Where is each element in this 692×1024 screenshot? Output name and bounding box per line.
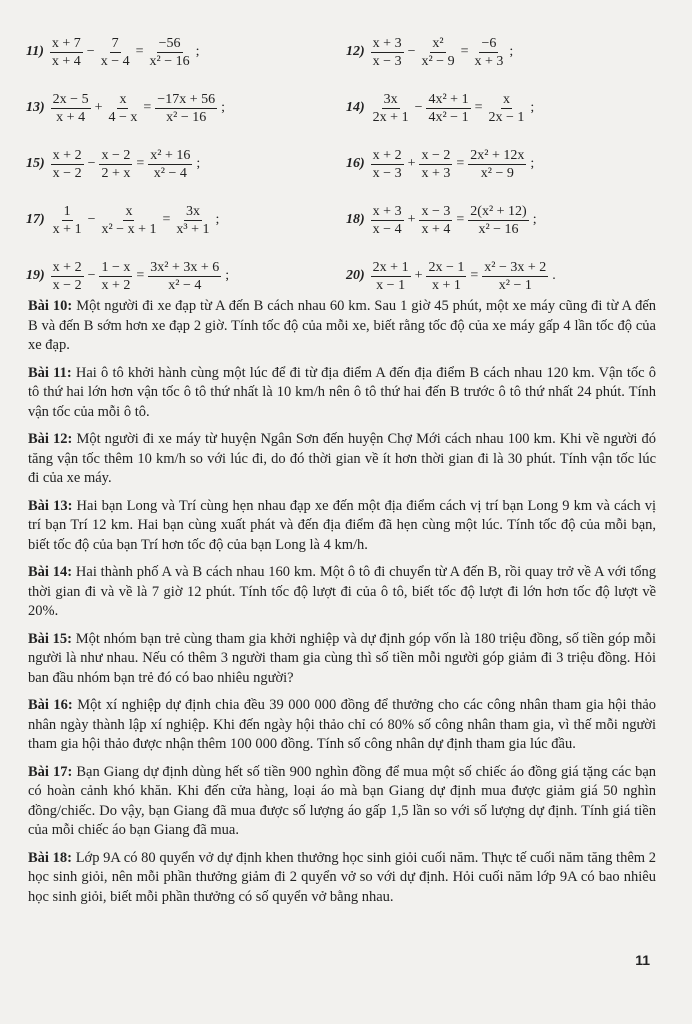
equation-terminator: . [552,268,556,283]
operator: = [143,100,152,115]
operator: − [87,156,96,171]
denominator: x − 4 [372,221,402,237]
equation-row [26,80,656,136]
numerator: −17x + 56 [157,91,216,107]
fraction [468,203,528,238]
equation-label: 11) [26,44,44,59]
equation-label: 15) [26,156,45,171]
equation [346,259,656,294]
denominator: x² − x + 1 [101,221,157,237]
equation [26,35,346,70]
equation-row [26,24,656,80]
operator: + [407,212,416,227]
denominator: x − 2 [52,165,82,181]
numerator: x [502,91,510,107]
fraction [371,35,404,70]
problem-17 [28,763,656,841]
denominator: x + 1 [52,221,82,237]
denominator: 2x + 1 [372,109,409,125]
denominator: 2 + x [101,165,131,181]
problem-label: Bài 16: [28,697,73,713]
problem-text: Một nhóm bạn trẻ cùng tham gia khởi nghiệp và dự định góp vốn là 180 triệu đồng, số tiền góp mỗi người là như nhau. Nếu có thêm 3 người tham gia cùng thì số tiền mỗi người góp giảm đi 3 triệu đồng. Hỏi ban đầu nhóm bạn trẻ đó có bao nhiêu người? [28,630,657,686]
fraction [99,259,132,294]
fraction [419,35,456,70]
denominator: 4x² − 1 [428,109,469,125]
operator: = [474,100,483,115]
numerator: 2x − 5 [52,91,89,107]
fraction [371,91,411,126]
equation-terminator: ; [530,156,535,171]
problem-14 [28,563,656,622]
fraction [371,203,404,238]
fraction [419,147,452,182]
denominator: x − 3 [372,53,402,69]
equation [346,35,656,70]
fraction [51,91,91,126]
denominator: x² − 16 [166,109,207,125]
equation-terminator: ; [532,212,537,227]
problem-13 [28,497,656,556]
numerator: 3x [185,203,200,219]
equation-label: 13) [26,100,45,115]
fraction [468,147,526,182]
numerator: x [119,91,127,107]
denominator: x² − 4 [153,165,187,181]
problem-10 [28,297,656,356]
denominator: x − 2 [52,277,82,293]
equation-row [26,248,656,304]
problem-16 [28,696,656,755]
fraction [51,203,84,238]
denominator: x² − 9 [480,165,514,181]
operator: = [456,212,465,227]
numerator: x [125,203,133,219]
numerator: 1 [63,203,71,219]
denominator: x + 4 [51,53,81,69]
operator: − [414,100,423,115]
equation-list [26,24,656,304]
problem-text: Một người đi xe máy từ huyện Ngân Sơn đến huyện Chợ Mới cách nhau 100 km. Khi về người đó tăng vận tốc thêm 10 km/h so với lúc đi, do đó thời gian về ít hơn thời gian đi là 30 phút. Tính vận tốc lúc đi của xe máy. [28,431,656,486]
fraction [482,259,548,294]
numerator: x + 7 [51,35,81,51]
equation-label: 17) [26,212,45,227]
equation-terminator: ; [221,100,225,115]
numerator: x² + 16 [150,147,191,163]
equation-label: 19) [26,268,45,283]
problem-text: Lớp 9A có 80 quyển vở dự định khen thưởng học sinh giỏi cuối năm. Thực tế cuối năm tăng thêm 2 học sinh giỏi, nên mỗi phần thưởng giảm đi 2 quyển vở so với dự định. Hỏi cuối năm lớp 9A có bao nhiêu học sinh giỏi, biết mỗi phần thưởng có số quyển vở bằng nhau. [28,849,656,905]
numerator: 1 − x [101,259,131,275]
equation-label: 14) [346,100,365,115]
fraction [99,147,132,182]
operator: = [135,44,144,59]
fraction [99,35,132,70]
numerator: x − 2 [421,147,451,163]
problem-text: Hai bạn Long và Trí cùng hẹn nhau đạp xe đến một địa điểm cách vị trí bạn Long 9 km và cách vị trí bạn Trí 12 km. Hai bạn cùng xuất phát và đến địa điểm đã hẹn cùng một lúc. Tính tốc độ của mỗi bạn, biết tốc độ của bạn Trí hơn tốc độ của bạn Long là 4 km/h. [28,497,657,553]
numerator: 3x² + 3x + 6 [150,259,220,275]
operator: + [414,268,423,283]
problem-text: Hai thành phố A và B cách nhau 160 km. Một ô tô đi chuyển từ A đến B, rồi quay trở về A với tổng thời gian đi và về là 7 giờ 12 phút. Tính tốc độ lượt đi của ô tô, biết tốc độ lượt đi lớn hơn tốc độ lượt về 20%. [28,564,657,619]
fraction [426,259,466,294]
denominator: x³ + 1 [176,221,210,237]
numerator: x + 2 [52,259,82,275]
problem-11 [28,364,656,423]
numerator: 2(x² + 12) [470,203,527,219]
problem-label: Bài 18: [28,849,72,866]
problem-text: Một xí nghiệp dự định chia đều 39 000 000 đồng để thưởng cho các công nhân tham gia hội thảo nhân ngày thành lập xí nghiệp. Khi đến ngày hội thảo chỉ có 80% số công nhân tham gia, vì thế mỗi người tham gia hội thảo được nhận thêm 100 000 đồng. Tính số công nhân dự định tham gia lúc đầu. [28,697,657,752]
equation [26,147,346,182]
denominator: x² − 16 [478,221,519,237]
fraction [106,91,139,126]
equation [26,259,346,294]
fraction [371,259,411,294]
fraction [99,203,158,238]
equation-label: 16) [346,156,365,171]
denominator: x + 1 [431,277,461,293]
denominator: x + 3 [474,53,504,69]
numerator: 4x² + 1 [428,91,469,107]
numerator: x − 3 [421,203,451,219]
fraction [51,259,84,294]
fraction [371,147,404,182]
numerator: −6 [481,35,497,51]
problem-text: Một người đi xe đạp từ A đến B cách nhau 60 km. Sau 1 giờ 45 phút, một xe máy cũng đi từ A đến B và đến B sớm hơn xe đạp 2 giờ. Tính tốc độ của mỗi xe, biết rằng tốc độ của xe máy gấp 4 lần tốc độ của xe đạp. [28,298,657,353]
equation [26,203,346,238]
equation-terminator: ; [196,156,201,171]
equation-label: 18) [346,212,365,227]
equation-row [26,136,656,192]
denominator: x² − 16 [149,53,190,69]
operator: − [87,268,96,283]
numerator: 3x [383,91,398,107]
numerator: x − 2 [101,147,131,163]
equation-terminator: ; [530,100,535,115]
problem-label: Bài 10: [28,298,73,314]
equation [346,203,656,238]
fraction [155,91,217,126]
fraction [148,259,221,294]
equation-terminator: ; [195,44,200,59]
operator: = [470,268,479,283]
problem-text: Hai ô tô khởi hành cùng một lúc để đi từ địa điểm A đến địa điểm B cách nhau 120 km. Vận tốc ô tô thứ hai lớn hơn vận tốc ô tô thứ nhất là 10 km/h nên ô tô thứ hai đến B trước ô tô thứ nhất 24 phút. Tính vận tốc của mỗi ô tô. [28,364,657,420]
operator: − [86,44,95,59]
equation [346,91,656,126]
denominator: x² − 1 [498,277,532,293]
fraction [426,91,470,126]
denominator: x + 2 [101,277,131,293]
denominator: 4 − x [108,109,138,125]
problem-label: Bài 11: [28,364,72,381]
equation [26,91,346,126]
fraction [50,35,83,70]
operator: + [407,156,416,171]
fraction [486,91,526,126]
fraction [148,147,192,182]
operator: + [94,100,103,115]
problem-15 [28,630,656,689]
denominator: x + 4 [421,221,451,237]
numerator: 2x + 1 [372,259,409,275]
equation-row [26,192,656,248]
page-number: 11 [635,952,650,968]
denominator: x² − 4 [168,277,202,293]
denominator: x − 1 [376,277,406,293]
problem-list [28,297,656,915]
equation-terminator: ; [215,212,220,227]
operator: − [87,212,96,227]
denominator: 2x − 1 [488,109,525,125]
operator: = [136,156,145,171]
numerator: 2x² + 12x [470,147,525,163]
problem-label: Bài 13: [28,497,73,514]
operator: = [456,156,465,171]
fraction [472,35,505,70]
problem-18 [28,849,656,908]
equation-label: 20) [346,268,365,283]
denominator: x² − 9 [421,53,455,69]
equation-terminator: ; [509,44,514,59]
denominator: x − 3 [372,165,402,181]
problem-text: Bạn Giang dự định dùng hết số tiền 900 nghìn đồng để mua một số chiếc áo đồng giá tặng các bạn có hoàn cảnh khó khăn. Khi đến cửa hàng, loại áo mà bạn Giang dự định mua được giảm giá 50 nghìn đồng/chiếc. Do vậy, bạn Giang đã mua được số lượng áo gấp 1,5 lần so với số lượng dự định. Tính giá tiền của mỗi chiếc áo bạn Giang đã mua. [28,763,657,838]
problem-label: Bài 15: [28,630,72,647]
denominator: x + 3 [421,165,451,181]
operator: = [136,268,145,283]
numerator: 2x − 1 [428,259,465,275]
numerator: x² [432,35,444,51]
fraction [174,203,211,238]
operator: = [162,212,171,227]
operator: = [460,44,469,59]
numerator: −56 [158,35,181,51]
numerator: x + 2 [372,147,402,163]
problem-label: Bài 14: [28,564,73,580]
numerator: x + 2 [52,147,82,163]
numerator: 7 [111,35,119,51]
problem-label: Bài 12: [28,431,73,447]
denominator: x − 4 [100,53,130,69]
operator: − [407,44,416,59]
fraction [148,35,192,70]
numerator: x + 3 [372,35,402,51]
fraction [51,147,84,182]
numerator: x² − 3x + 2 [484,259,547,275]
equation-label: 12) [346,44,365,59]
equation [346,147,656,182]
numerator: x + 3 [372,203,402,219]
fraction [419,203,452,238]
denominator: x + 4 [56,109,86,125]
problem-label: Bài 17: [28,763,73,780]
problem-12 [28,430,656,489]
equation-terminator: ; [225,268,230,283]
